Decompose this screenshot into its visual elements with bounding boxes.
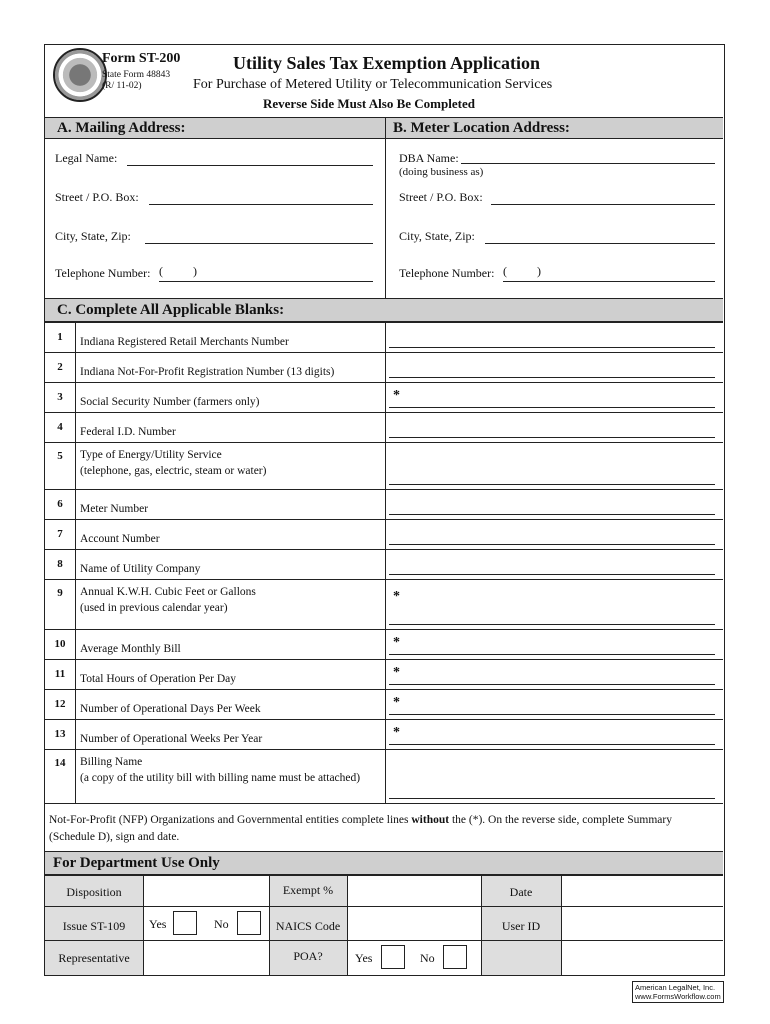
row-label: Social Security Number (farmers only): [80, 396, 260, 408]
publisher-url: www.FormsWorkflow.com: [635, 992, 721, 1001]
row-number: 11: [54, 668, 66, 680]
row-entry-field[interactable]: [389, 377, 715, 378]
nfp-note-part2: the (*). On the reverse side, complete Summary (Schedule D), sign and date.: [49, 814, 672, 843]
telephone-b-label: Telephone Number:: [399, 266, 495, 280]
row-label: Number of Operational Weeks Per Year: [80, 733, 263, 745]
row-divider: [45, 659, 723, 660]
row-number: 2: [57, 361, 63, 373]
dba-note: (doing business as): [399, 166, 484, 178]
row-number: 5: [57, 450, 63, 462]
telephone-a-paren: ( ): [159, 264, 197, 278]
required-asterisk: *: [393, 725, 400, 740]
row-number: 12: [54, 698, 66, 710]
row-entry-field[interactable]: [389, 544, 715, 545]
section-c-heading: C. Complete All Applicable Blanks:: [57, 302, 285, 318]
row-divider: [45, 412, 723, 413]
naics-code-label: NAICS Code: [275, 919, 341, 933]
poa-label: POA?: [293, 949, 323, 963]
st200-form: [44, 44, 725, 976]
user-id-label: User ID: [501, 919, 541, 933]
row-entry-field[interactable]: [389, 437, 715, 438]
row-number: 4: [57, 421, 63, 433]
row-entry-field[interactable]: [389, 624, 715, 625]
required-asterisk: *: [393, 665, 400, 680]
reverse-side-note: Reverse Side Must Also Be Completed: [263, 96, 475, 111]
telephone-b-field[interactable]: [503, 281, 715, 282]
form-title: Utility Sales Tax Exemption Application: [233, 53, 541, 73]
row-label: Annual K.W.H. Cubic Feet or Gallons (used in previous calendar year): [80, 586, 256, 614]
row-number: 13: [54, 728, 66, 740]
row-label: Number of Operational Days Per Week: [80, 703, 261, 715]
row-label: Billing Name (a copy of the utility bill with billing name must be attached): [80, 756, 361, 784]
row-divider: [45, 489, 723, 490]
row-entry-field[interactable]: [389, 574, 715, 575]
city-a-field[interactable]: [145, 243, 373, 244]
dept-use-heading: For Department Use Only: [53, 855, 220, 871]
row-divider: [45, 629, 723, 630]
exempt-pct-label: Exempt %: [282, 883, 334, 897]
row-label: Average Monthly Bill: [80, 643, 181, 655]
section-b-heading: B. Meter Location Address:: [393, 120, 570, 136]
city-b-label: City, State, Zip:: [399, 229, 475, 243]
poa-yes-checkbox[interactable]: [381, 945, 405, 969]
row-entry-field[interactable]: [389, 407, 715, 408]
row-label: Account Number: [80, 533, 160, 545]
legal-name-label: Legal Name:: [55, 151, 118, 165]
street-b-field[interactable]: [491, 204, 715, 205]
row-number: 14: [54, 757, 66, 769]
row-label: Name of Utility Company: [80, 563, 201, 575]
row-entry-field[interactable]: [389, 744, 715, 745]
row-entry-field[interactable]: [389, 484, 715, 485]
street-a-field[interactable]: [149, 204, 373, 205]
publisher-name: American LegalNet, Inc.: [635, 983, 716, 992]
row-number: 7: [57, 528, 63, 540]
row-entry-field[interactable]: [389, 514, 715, 515]
row-label: Meter Number: [80, 503, 149, 515]
row-entry-field[interactable]: [389, 798, 715, 799]
row-label: Total Hours of Operation Per Day: [80, 673, 237, 685]
section-c-header: [45, 298, 723, 322]
state-form-number: State Form 48843: [102, 70, 171, 80]
issue-yes-checkbox[interactable]: [173, 911, 197, 935]
nfp-note-bold: without: [411, 814, 450, 826]
row-number: 9: [57, 587, 63, 599]
street-b-label: Street / P.O. Box:: [399, 190, 483, 204]
issue-no-label: No: [214, 917, 229, 931]
row-number: 10: [54, 638, 66, 650]
dept-use-header: [45, 851, 723, 875]
row-label: Type of Energy/Utility Service (telephone, gas, electric, steam or water): [80, 449, 267, 477]
required-asterisk: *: [393, 635, 400, 650]
required-asterisk: *: [393, 695, 400, 710]
representative-label: Representative: [58, 951, 130, 965]
row-number: 8: [57, 558, 63, 570]
city-b-field[interactable]: [485, 243, 715, 244]
issue-yes-label: Yes: [149, 917, 167, 931]
dba-name-label: DBA Name:: [399, 151, 459, 165]
telephone-a-field[interactable]: [159, 281, 373, 282]
row-divider: [45, 519, 723, 520]
row-entry-field[interactable]: [389, 347, 715, 348]
telephone-b-paren: ( ): [503, 264, 541, 278]
form-subtitle: For Purchase of Metered Utility or Telecommunication Services: [193, 77, 553, 92]
row-label: Indiana Not-For-Profit Registration Number (13 digits): [80, 366, 335, 378]
required-asterisk: *: [393, 388, 400, 403]
city-a-label: City, State, Zip:: [55, 229, 131, 243]
row-label: Federal I.D. Number: [80, 426, 176, 438]
state-seal-icon: [53, 48, 107, 102]
row-divider: [45, 719, 723, 720]
row-number: 1: [57, 331, 63, 343]
nfp-note-part1: Not-For-Profit (NFP) Organizations and Governmental entities complete lines: [49, 814, 412, 826]
row-divider: [45, 352, 723, 353]
row-divider: [45, 382, 723, 383]
row-entry-field[interactable]: [389, 654, 715, 655]
row-number: 6: [57, 498, 63, 510]
street-a-label: Street / P.O. Box:: [55, 190, 139, 204]
poa-no-checkbox[interactable]: [443, 945, 467, 969]
row-divider: [45, 322, 723, 323]
row-label: Indiana Registered Retail Merchants Number: [80, 336, 289, 348]
revision-date: (R/ 11-02): [102, 81, 142, 91]
publisher-credit: [632, 981, 724, 1003]
row-divider: [45, 549, 723, 550]
row-number: 3: [57, 391, 63, 403]
issue-st109-label: Issue ST-109: [62, 919, 126, 933]
row-entry-field[interactable]: [389, 714, 715, 715]
row-entry-field[interactable]: [389, 684, 715, 685]
issue-no-checkbox[interactable]: [237, 911, 261, 935]
telephone-a-label: Telephone Number:: [55, 266, 151, 280]
row-divider: [45, 442, 723, 443]
section-ab-header: [45, 117, 723, 139]
poa-no-label: No: [420, 951, 435, 965]
row-divider: [45, 749, 723, 750]
poa-yes-label: Yes: [355, 951, 373, 965]
row-divider: [45, 579, 723, 580]
form-id: Form ST-200: [102, 51, 181, 66]
section-a-heading: A. Mailing Address:: [57, 120, 186, 136]
legal-name-field[interactable]: [127, 165, 373, 166]
dba-name-field[interactable]: [461, 163, 715, 164]
required-asterisk: *: [393, 589, 400, 604]
date-label: Date: [509, 885, 533, 899]
row-divider: [45, 689, 723, 690]
disposition-label: Disposition: [66, 885, 122, 899]
nfp-note: [49, 812, 719, 846]
